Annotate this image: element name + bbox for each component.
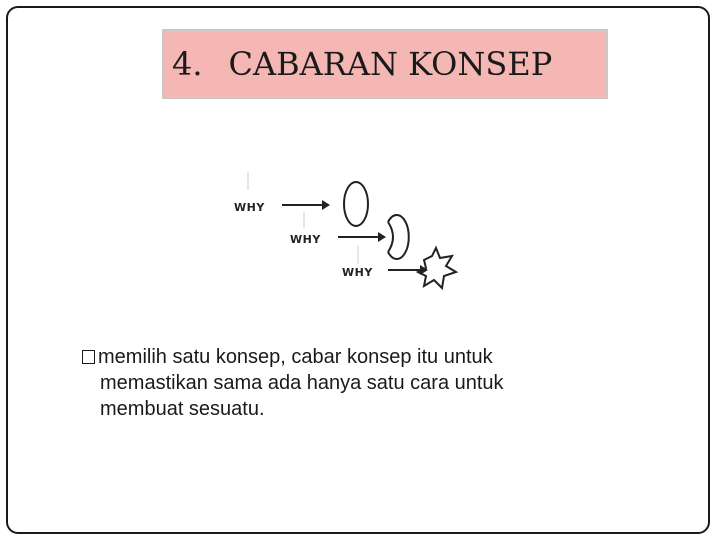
arrow-head-icon [378, 232, 386, 242]
arrow-head-icon [322, 200, 330, 210]
oval-icon [344, 182, 368, 226]
hollow-square-bullet-icon [82, 350, 95, 364]
why-label-2: WHY [290, 233, 321, 246]
why-diagram [226, 168, 470, 298]
why-label-1: WHY [234, 201, 265, 214]
title-box [162, 29, 608, 99]
bullet-line-1 [82, 344, 642, 370]
bullet-text-line-1: memilih satu konsep, cabar konsep itu untuk [98, 346, 493, 368]
bullet-block [82, 344, 642, 422]
bullet-text-line-3: membuat sesuatu. [100, 398, 265, 420]
why-label-3: WHY [342, 266, 373, 279]
broken-oval-icon [388, 215, 409, 259]
why-diagram-svg [226, 168, 470, 298]
title-number: 4. [172, 45, 203, 83]
broken-oval-notch-icon [388, 222, 393, 252]
bullet-text-line-2: memastikan sama ada hanya satu cara untuk [100, 372, 504, 394]
page-title: CABARAN KONSEP [228, 45, 553, 83]
